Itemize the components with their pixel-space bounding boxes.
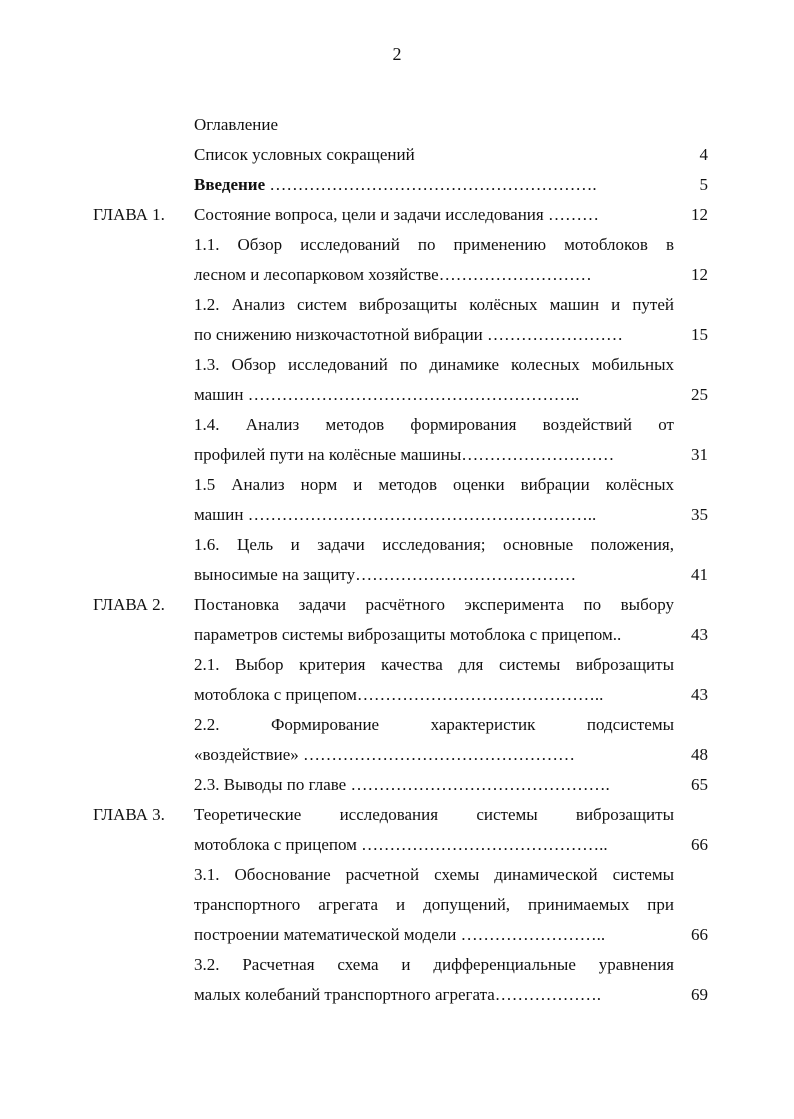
section-1-3-line1: 1.3. Обзор исследований по динамике колесных мобильных xyxy=(194,355,674,374)
chapter2-title-line2: параметров системы виброзащиты мотоблока с прицепом.. xyxy=(194,625,622,644)
section-2-2-line2: «воздействие» ………………………………………… xyxy=(194,745,576,764)
chapter3-title-line2: мотоблока с прицепом …………………………………….. xyxy=(194,835,608,854)
section-2-1-page: 43 xyxy=(691,685,708,704)
chapter3-page: 66 xyxy=(691,835,708,854)
section-1-5-page: 35 xyxy=(691,505,708,524)
section-2-3-page: 65 xyxy=(691,775,708,794)
section-3-2-line1: 3.2. Расчетная схема и дифференциальные уравнения xyxy=(194,955,674,974)
toc-intro-page: 5 xyxy=(699,175,708,194)
section-2-2-page: 48 xyxy=(691,745,708,764)
chapter2-page: 43 xyxy=(691,625,708,644)
chapter1-page: 12 xyxy=(691,205,708,224)
section-3-2-line2: малых колебаний транспортного агрегата………………. xyxy=(194,985,602,1004)
chapter2-title-line1: Постановка задачи расчётного эксперимента по выбору xyxy=(194,595,674,614)
page-number: 2 xyxy=(392,44,402,64)
section-1-1-line2: лесном и лесопарковом хозяйстве……………………… xyxy=(194,265,592,284)
section-2-3: 2.3. Выводы по главе ………………………………………. xyxy=(194,775,610,794)
chapter1-label: ГЛАВА 1. xyxy=(93,205,165,224)
section-3-1-page: 66 xyxy=(691,925,708,944)
chapter3-label: ГЛАВА 3. xyxy=(93,805,165,824)
section-3-1-line3: построении математической модели …………………….. xyxy=(194,925,606,944)
toc-title: Оглавление xyxy=(194,115,278,134)
section-1-4-line1: 1.4. Анализ методов формирования воздействий от xyxy=(194,415,674,434)
section-1-6-line2: выносимые на защиту………………………………… xyxy=(194,565,577,584)
section-1-2-line2: по снижению низкочастотной вибрации …………………… xyxy=(194,325,624,344)
section-3-2-page: 69 xyxy=(691,985,708,1004)
section-2-2-line1: 2.2. Формирование характеристик подсистемы xyxy=(194,715,674,734)
toc-intro-dots: …………………………………………………. xyxy=(265,175,597,194)
section-1-2-page: 15 xyxy=(691,325,708,344)
section-1-1-line1: 1.1. Обзор исследований по применению мотоблоков в xyxy=(194,235,674,254)
toc-abbrev-page: 4 xyxy=(699,145,708,164)
section-1-4-line2: профилей пути на колёсные машины……………………… xyxy=(194,445,615,464)
section-1-1-page: 12 xyxy=(691,265,708,284)
toc-intro-label: Введение xyxy=(194,175,266,194)
toc-intro xyxy=(194,174,597,196)
section-1-3-page: 25 xyxy=(691,385,708,404)
section-1-2-line1: 1.2. Анализ систем виброзащиты колёсных машин и путей xyxy=(194,295,674,314)
chapter3-title-line1: Теоретические исследования системы виброзащиты xyxy=(194,805,674,824)
chapter1-title: Состояние вопроса, цели и задачи исследования ……… xyxy=(194,205,599,224)
section-1-4-page: 31 xyxy=(691,445,708,464)
section-1-5-line2: машин …………………………………………………….. xyxy=(194,505,597,524)
section-2-1-line1: 2.1. Выбор критерия качества для системы виброзащиты xyxy=(194,655,674,674)
section-1-6-page: 41 xyxy=(691,565,708,584)
section-1-5-line1: 1.5 Анализ норм и методов оценки вибрации колёсных xyxy=(194,475,674,494)
section-1-3-line2: машин ………………………………………………….. xyxy=(194,385,580,404)
toc-abbrev-label: Список условных сокращений xyxy=(194,145,415,164)
section-3-1-line1: 3.1. Обоснование расчетной схемы динамической системы xyxy=(194,865,674,884)
section-3-1-line2: транспортного агрегата и допущений, принимаемых при xyxy=(194,895,674,914)
section-1-6-line1: 1.6. Цель и задачи исследования; основные положения, xyxy=(194,535,674,554)
chapter2-label: ГЛАВА 2. xyxy=(93,595,165,614)
section-2-1-line2: мотоблока с прицепом…………………………………….. xyxy=(194,685,604,704)
